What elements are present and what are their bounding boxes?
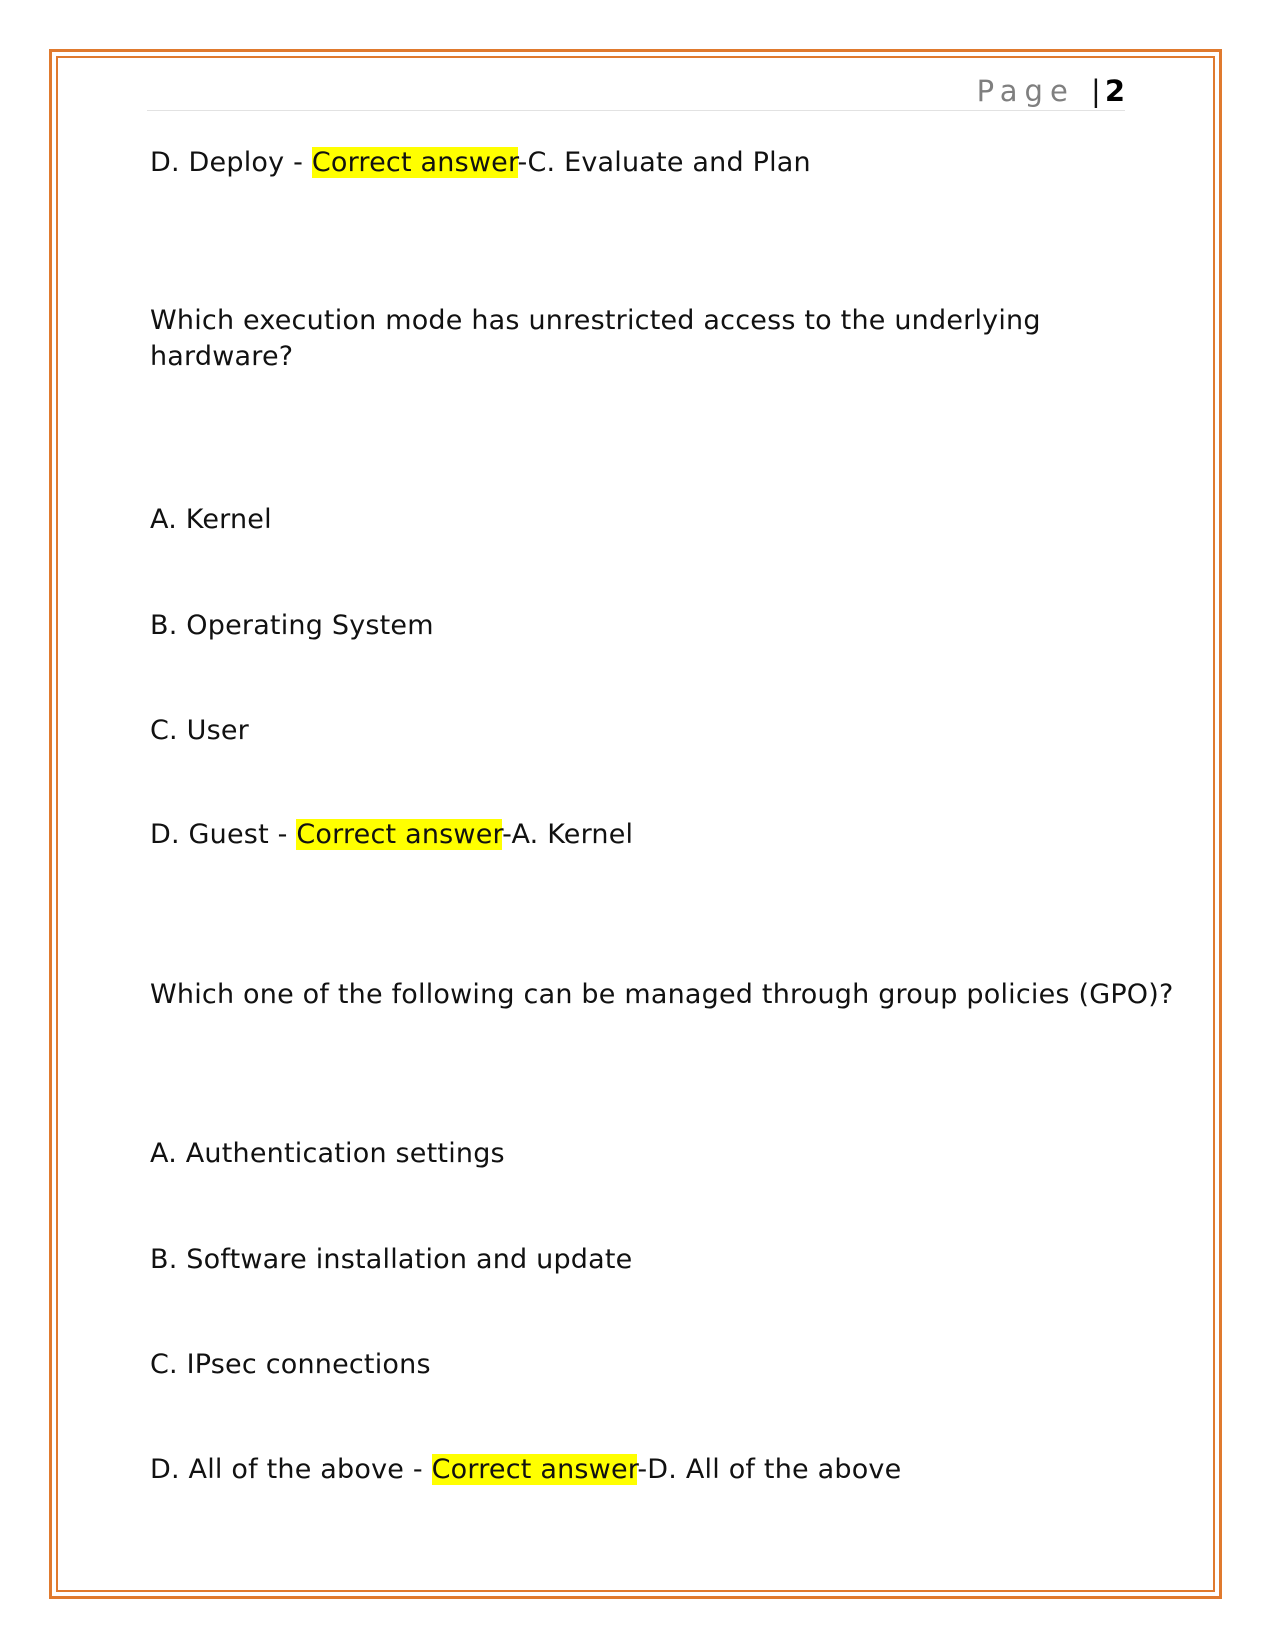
q3-question: Which one of the following can be managed through group policies (GPO)? <box>150 979 1174 1010</box>
page-indicator <box>977 74 1125 108</box>
q2-option-d: D. Guest - <box>150 819 297 850</box>
q3-option-d-line <box>150 1452 901 1488</box>
q1-option-d: D. Deploy - <box>150 147 312 178</box>
page-separator: | <box>1091 74 1105 108</box>
q2-option-b: B. Operating System <box>150 610 434 641</box>
q3-option-d: D. All of the above - <box>150 1454 432 1485</box>
q3-option-a: A. Authentication settings <box>150 1138 505 1169</box>
q1-answer: -C. Evaluate and Plan <box>517 147 811 178</box>
page-number: 2 <box>1104 74 1125 108</box>
q2-answer: -A. Kernel <box>502 819 634 850</box>
q2-option-c: C. User <box>150 715 249 746</box>
q2-question: Which execution mode has unrestricted access to the underlying hardware? <box>150 305 1041 372</box>
q2-correct-answer-label: Correct answer <box>296 819 503 850</box>
q3-correct-answer-label: Correct answer <box>431 1454 638 1485</box>
q1-correct-answer-label: Correct answer <box>311 147 518 178</box>
q2-option-d-line <box>150 817 633 853</box>
q3-answer: -D. All of the above <box>637 1454 902 1485</box>
page-word: Page <box>976 74 1075 108</box>
q3-option-b: B. Software installation and update <box>150 1244 633 1275</box>
q3-option-c: C. IPsec connections <box>150 1349 431 1380</box>
q2-option-a: A. Kernel <box>150 504 272 535</box>
page-header <box>147 70 1125 111</box>
q1-option-d-line <box>150 145 811 181</box>
